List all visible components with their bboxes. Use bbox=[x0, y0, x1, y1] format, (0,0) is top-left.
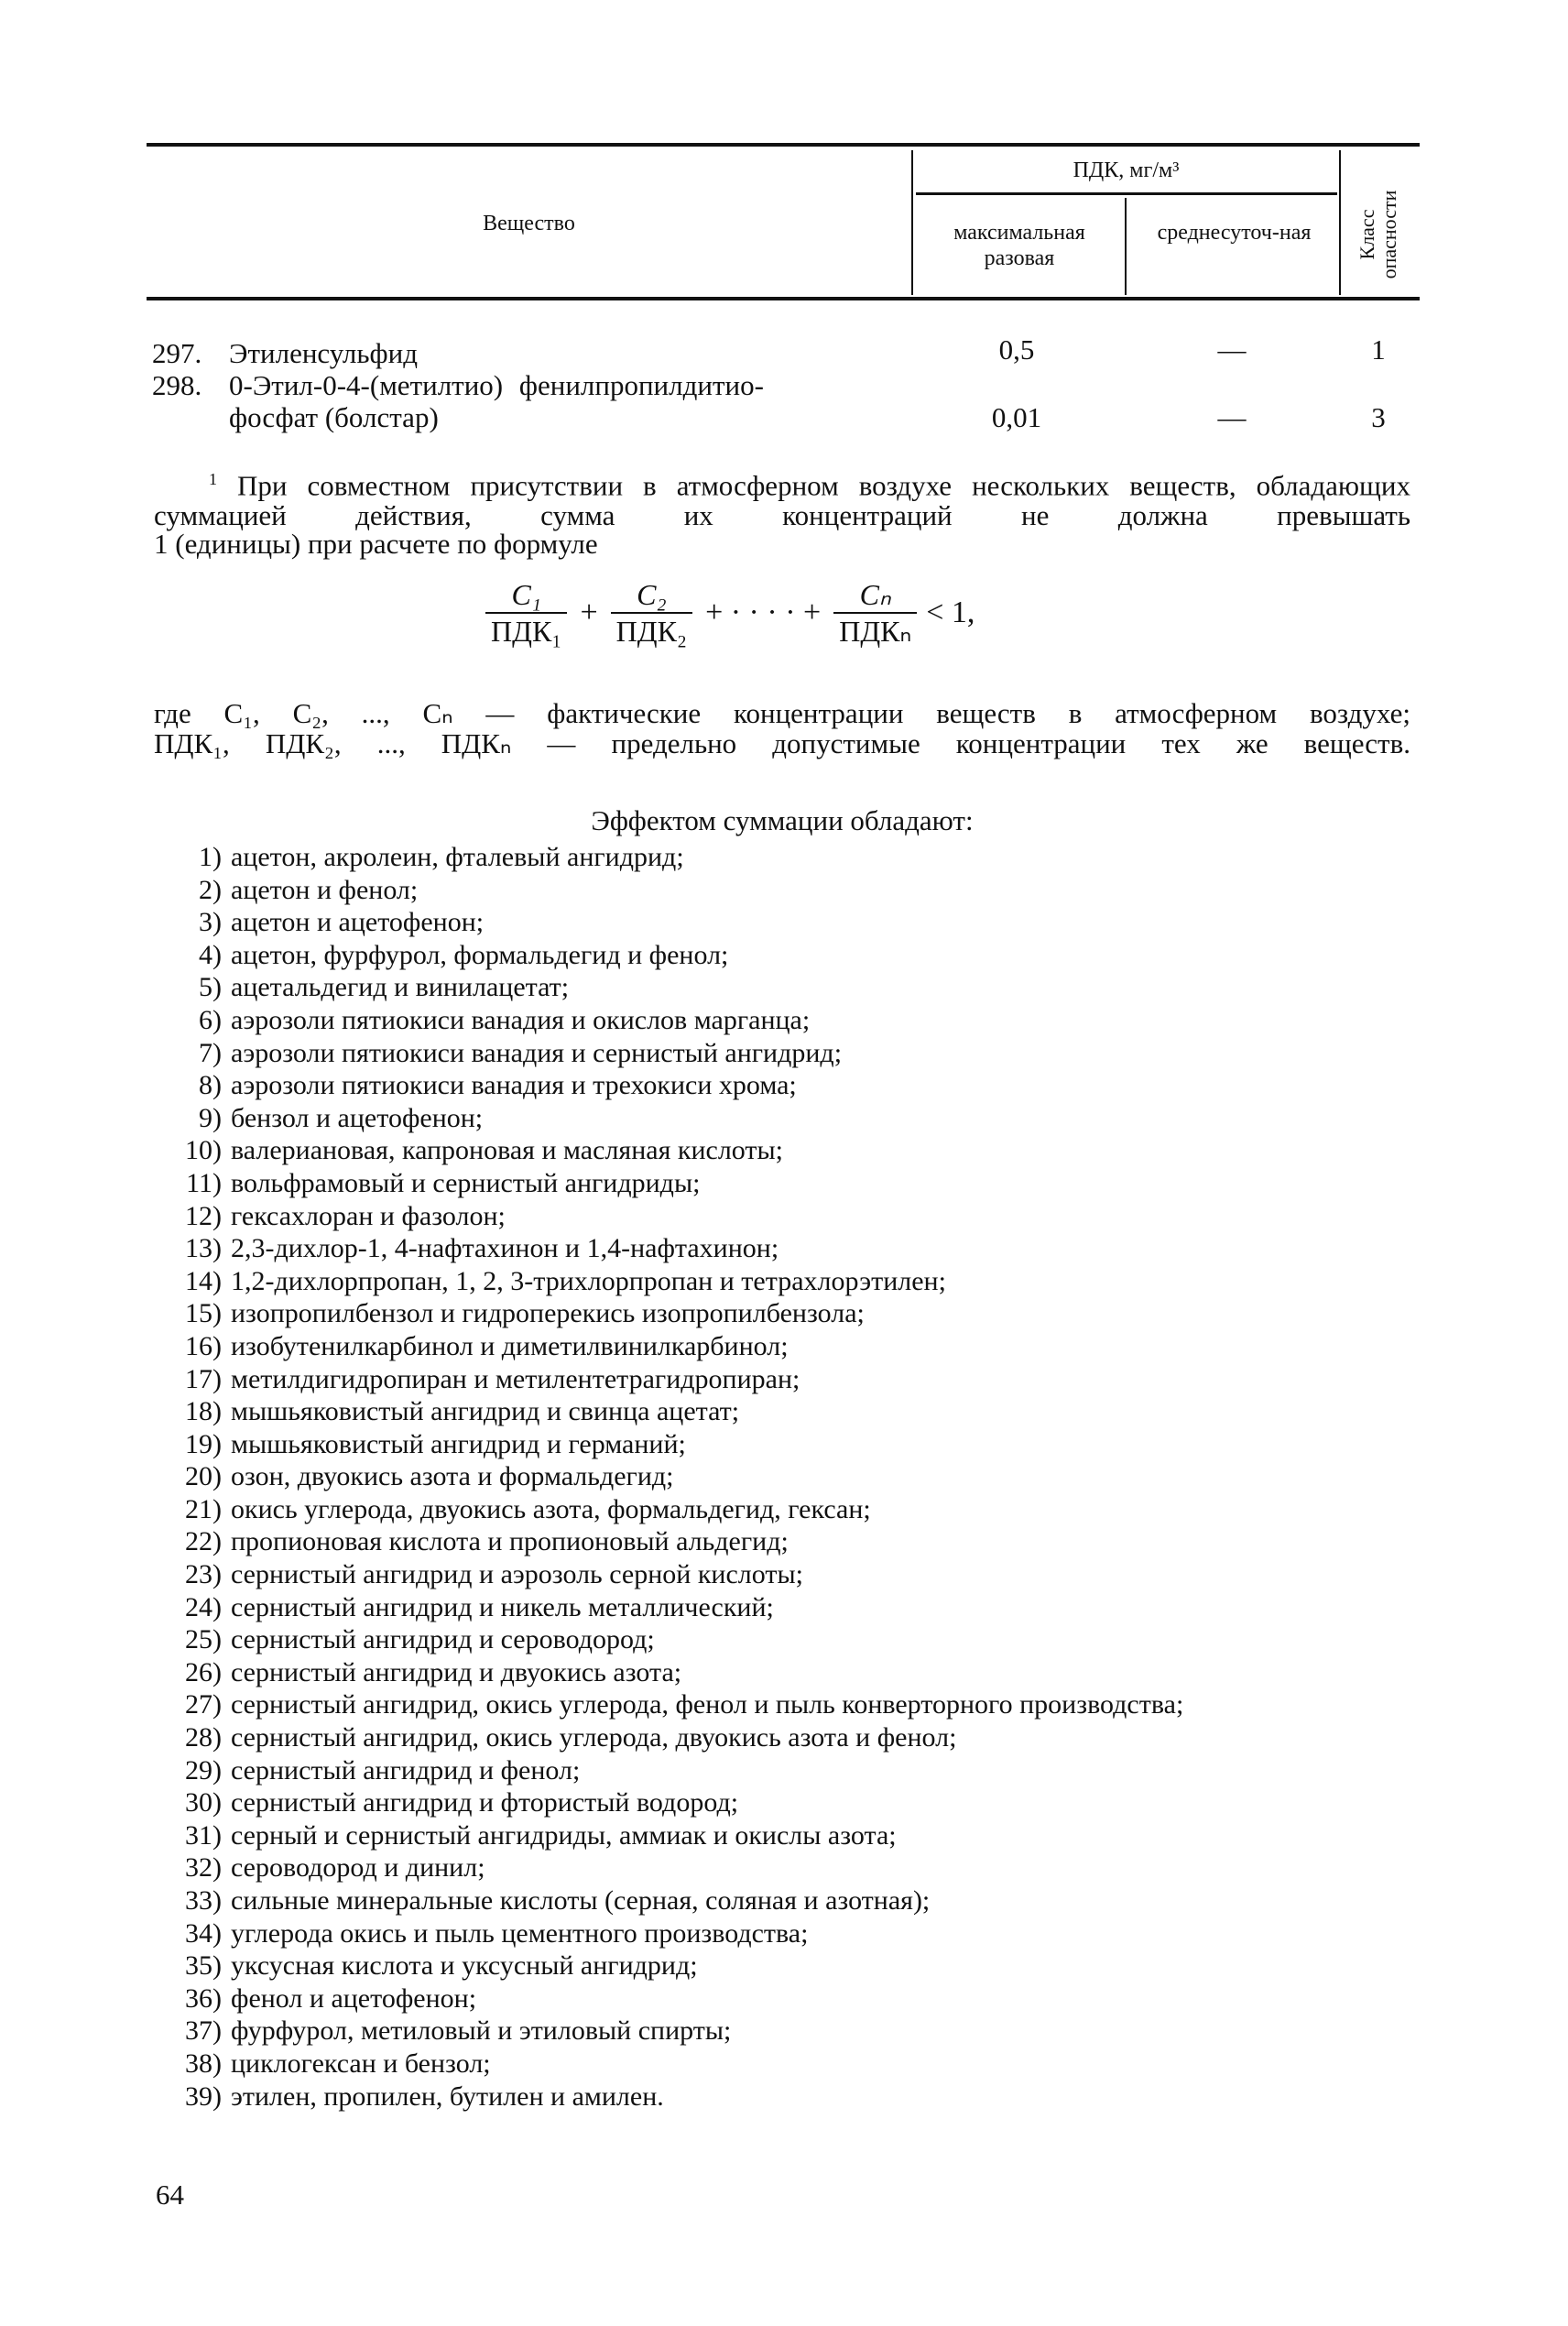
row-max-single: 0,01 bbox=[991, 401, 1042, 433]
list-item-number: 29) bbox=[185, 1754, 222, 1785]
fraction-2: $\frac{\text{C₂}}{\text{ПДК₂}}$ bbox=[611, 577, 692, 649]
list-item-number: 10) bbox=[185, 1135, 222, 1166]
list-item-text: мышьяковистый ангидрид и германий; bbox=[231, 1428, 686, 1459]
ellipsis-sum: + · · · · + bbox=[705, 595, 822, 629]
list-item-number: 4) bbox=[199, 939, 222, 970]
list-item bbox=[147, 1102, 1429, 1135]
list-item-text: ацетон, акролеин, фталевый ангидрид; bbox=[231, 842, 684, 872]
list-item bbox=[147, 1558, 1429, 1591]
row-number: 297. bbox=[152, 337, 202, 369]
list-item bbox=[147, 2080, 1429, 2113]
fraction-1: $\frac{\text{C₁}}{\text{ПДК₁}}$ bbox=[485, 577, 567, 649]
list-item bbox=[147, 1037, 1429, 1070]
list-item-number: 32) bbox=[185, 1852, 222, 1884]
list-item-number: 13) bbox=[185, 1233, 222, 1264]
summation-heading: Эффектом суммации обладают: bbox=[591, 804, 974, 836]
header-substance: Вещество bbox=[483, 212, 575, 235]
list-item bbox=[147, 1851, 1429, 1884]
column-divider bbox=[1339, 150, 1341, 295]
list-item-number: 24) bbox=[185, 1591, 222, 1622]
row-substance-cont: фосфат (болстар) bbox=[229, 401, 439, 433]
list-item-number: 36) bbox=[185, 1982, 222, 2014]
list-item-number: 28) bbox=[185, 1722, 222, 1753]
list-item bbox=[147, 874, 1429, 907]
header-daily-avg: среднесуточ-ная bbox=[1157, 221, 1312, 245]
list-item-text: уксусная кислота и уксусный ангидрид; bbox=[231, 1950, 698, 1982]
footnote-text-last: 1 (единицы) при расчете по формуле bbox=[154, 528, 598, 560]
pdk-subheader-rule bbox=[916, 192, 1337, 195]
list-item bbox=[147, 2015, 1429, 2048]
list-item-number: 5) bbox=[199, 972, 222, 1003]
list-item bbox=[147, 1786, 1429, 1819]
row-number: 298. bbox=[152, 369, 202, 401]
list-item-number: 6) bbox=[199, 1004, 222, 1035]
list-item-text: окись углерода, двуокись азота, формальдегид, гексан; bbox=[231, 1493, 871, 1524]
list-item bbox=[147, 1493, 1429, 1526]
list-item-number: 8) bbox=[199, 1070, 222, 1101]
list-item-text: валериановая, капроновая и масляная кислоты; bbox=[231, 1135, 784, 1166]
list-item-text: сильные минеральные кислоты (серная, соляная и азотная); bbox=[231, 1885, 931, 1916]
row-daily-avg: — bbox=[1217, 333, 1247, 366]
list-item-text: гексахлоран и фазолон; bbox=[231, 1200, 506, 1231]
list-item-number: 39) bbox=[185, 2080, 222, 2112]
list-item-text: циклогексан и бензол; bbox=[231, 2048, 491, 2079]
list-item bbox=[147, 2048, 1429, 2080]
list-item-text: озон, двуокись азота и формальдегид; bbox=[231, 1461, 674, 1492]
list-item-text: мышьяковистый ангидрид и свинца ацетат; bbox=[231, 1396, 740, 1427]
list-item bbox=[147, 1200, 1429, 1233]
list-item-number: 16) bbox=[185, 1330, 222, 1361]
summation-formula bbox=[485, 577, 984, 649]
list-item-number: 7) bbox=[199, 1037, 222, 1068]
list-item-text: фурфурол, метиловый и этиловый спирты; bbox=[231, 2015, 732, 2047]
list-item-text: аэрозоли пятиокиси ванадия и окислов марганца; bbox=[231, 1004, 811, 1035]
formula-tail: < 1, bbox=[926, 595, 975, 629]
list-item bbox=[147, 1265, 1429, 1298]
list-item-text: ацетальдегид и винилацетат; bbox=[231, 972, 570, 1003]
list-item-number: 19) bbox=[185, 1428, 222, 1459]
list-item-number: 9) bbox=[199, 1102, 222, 1133]
list-item-text: сернистый ангидрид и сероводород; bbox=[231, 1624, 655, 1655]
list-item bbox=[147, 1363, 1429, 1396]
list-item-text: сернистый ангидрид и фтористый водород; bbox=[231, 1787, 739, 1818]
list-item-number: 25) bbox=[185, 1624, 222, 1655]
list-item-number: 27) bbox=[185, 1689, 222, 1720]
list-item bbox=[147, 1688, 1429, 1721]
list-item-number: 14) bbox=[185, 1265, 222, 1296]
list-item-number: 22) bbox=[185, 1526, 222, 1557]
list-item bbox=[147, 1917, 1429, 1950]
list-item-text: фенол и ацетофенон; bbox=[231, 1982, 477, 2014]
list-item bbox=[147, 1395, 1429, 1428]
list-item-text: метилдигидропиран и метилентетрагидропиран; bbox=[231, 1363, 800, 1394]
list-item-text: изопропилбензол и гидроперекись изопропилбензола; bbox=[231, 1298, 865, 1329]
list-item bbox=[147, 1004, 1429, 1037]
list-item bbox=[147, 841, 1429, 874]
row-max-single: 0,5 bbox=[998, 333, 1035, 366]
list-item bbox=[147, 906, 1429, 939]
table-top-rule bbox=[147, 143, 1420, 147]
list-item-number: 30) bbox=[185, 1787, 222, 1818]
list-item-number: 21) bbox=[185, 1493, 222, 1524]
list-item-number: 3) bbox=[199, 907, 222, 938]
list-item-text: аэрозоли пятиокиси ванадия и трехокиси хрома; bbox=[231, 1070, 797, 1101]
footnote-paragraph bbox=[154, 464, 1410, 530]
list-item-number: 35) bbox=[185, 1950, 222, 1982]
list-item bbox=[147, 1134, 1429, 1167]
list-item-number: 20) bbox=[185, 1461, 222, 1492]
list-item-text: изобутенилкарбинол и диметилвинилкарбинол; bbox=[231, 1330, 789, 1361]
list-item-text: вольфрамовый и сернистый ангидриды; bbox=[231, 1167, 701, 1198]
list-item-text: сернистый ангидрид и фенол; bbox=[231, 1754, 581, 1785]
footnote-text: При совместном присутствии в атмосферном воздухе нескольких веществ, обладающих суммацией действия, сумма их концентраций не должна превышать bbox=[154, 469, 1411, 532]
list-item-number: 26) bbox=[185, 1656, 222, 1687]
list-item-text: сероводород и динил; bbox=[231, 1852, 485, 1884]
list-item bbox=[147, 971, 1429, 1004]
list-item-text: бензол и ацетофенон; bbox=[231, 1102, 484, 1133]
list-item-number: 23) bbox=[185, 1559, 222, 1590]
column-divider bbox=[1125, 198, 1127, 295]
list-item bbox=[147, 1754, 1429, 1787]
list-item-text: серный и сернистый ангидриды, аммиак и окислы азота; bbox=[231, 1819, 897, 1851]
list-item-number: 18) bbox=[185, 1396, 222, 1427]
list-item-text: аэрозоли пятиокиси ванадия и сернистый ангидрид; bbox=[231, 1037, 843, 1068]
page-number: 64 bbox=[156, 2179, 184, 2211]
list-item bbox=[147, 1525, 1429, 1558]
list-item bbox=[147, 1884, 1429, 1917]
row-daily-avg: — bbox=[1217, 401, 1247, 433]
summation-list bbox=[147, 841, 1429, 2113]
list-item bbox=[147, 1623, 1429, 1656]
header-pdk: ПДК, мг/м³ bbox=[1073, 158, 1180, 182]
row-class: 3 bbox=[1371, 401, 1386, 433]
list-item-number: 17) bbox=[185, 1363, 222, 1394]
list-item bbox=[147, 1167, 1429, 1200]
list-item bbox=[147, 939, 1429, 972]
where-line-1: где C₁, C₂, ..., Cₙ — фактические концентрации веществ в атмосферном воздухе; bbox=[154, 697, 1410, 729]
fraction-n: $\frac{\text{Cₙ}}{\text{ПДКₙ}}$ bbox=[833, 577, 917, 649]
list-item-text: сернистый ангидрид, окись углерода, фенол и пыль конверторного производства; bbox=[231, 1689, 1184, 1720]
list-item bbox=[147, 1069, 1429, 1102]
list-item-number: 33) bbox=[185, 1885, 222, 1916]
list-item-number: 38) bbox=[185, 2048, 222, 2079]
list-item-text: этилен, пропилен, бутилен и амилен. bbox=[231, 2080, 664, 2112]
list-item bbox=[147, 1460, 1429, 1493]
list-item-number: 12) bbox=[185, 1200, 222, 1231]
list-item-text: ацетон и ацетофенон; bbox=[231, 907, 485, 938]
table-header-bottom-rule bbox=[147, 297, 1420, 300]
list-item bbox=[147, 1819, 1429, 1852]
list-item bbox=[147, 1591, 1429, 1624]
list-item-number: 2) bbox=[199, 874, 222, 905]
plus-sign: + bbox=[580, 595, 598, 629]
list-item-number: 37) bbox=[185, 2015, 222, 2047]
list-item-text: ацетон, фурфурол, формальдегид и фенол; bbox=[231, 939, 729, 970]
row-substance: Этиленсульфид bbox=[229, 337, 418, 369]
row-substance: 0-Этил-0-4-(метилтио) фенилпропилдитио- bbox=[229, 369, 764, 401]
list-item bbox=[147, 1949, 1429, 1982]
list-item-text: сернистый ангидрид и никель металлический; bbox=[231, 1591, 774, 1622]
list-item-text: ацетон и фенол; bbox=[231, 874, 419, 905]
header-max-single: максимальная разовая bbox=[953, 221, 1085, 270]
list-item-text: углерода окись и пыль цементного производства; bbox=[231, 1917, 809, 1949]
list-item-text: 1,2-дихлорпропан, 1, 2, 3-трихлорпропан и тетрахлорэтилен; bbox=[231, 1265, 946, 1296]
list-item-number: 15) bbox=[185, 1298, 222, 1329]
list-item bbox=[147, 1232, 1429, 1265]
list-item bbox=[147, 1428, 1429, 1461]
list-item bbox=[147, 1330, 1429, 1363]
list-item bbox=[147, 1656, 1429, 1689]
where-line-2: ПДК₁, ПДК₂, ..., ПДКₙ — предельно допустимые концентрации тех же веществ. bbox=[154, 727, 1410, 759]
list-item bbox=[147, 1982, 1429, 2015]
footnote-marker: 1 bbox=[209, 470, 217, 488]
list-item-number: 34) bbox=[185, 1917, 222, 1949]
list-item bbox=[147, 1297, 1429, 1330]
list-item-number: 1) bbox=[199, 842, 222, 872]
list-item-text: сернистый ангидрид, окись углерода, двуокись азота и фенол; bbox=[231, 1722, 957, 1753]
header-hazard-class: Класс опасности bbox=[1356, 190, 1400, 279]
row-class: 1 bbox=[1371, 333, 1386, 366]
list-item-text: 2,3-дихлор-1, 4-нафтахинон и 1,4-нафтахинон; bbox=[231, 1233, 779, 1264]
list-item-text: пропионовая кислота и пропионовый альдегид; bbox=[231, 1526, 789, 1557]
list-item-number: 11) bbox=[186, 1167, 222, 1198]
list-item bbox=[147, 1721, 1429, 1754]
list-item-number: 31) bbox=[185, 1819, 222, 1851]
list-item-text: сернистый ангидрид и двуокись азота; bbox=[231, 1656, 682, 1687]
list-item-text: сернистый ангидрид и аэрозоль серной кислоты; bbox=[231, 1559, 803, 1590]
